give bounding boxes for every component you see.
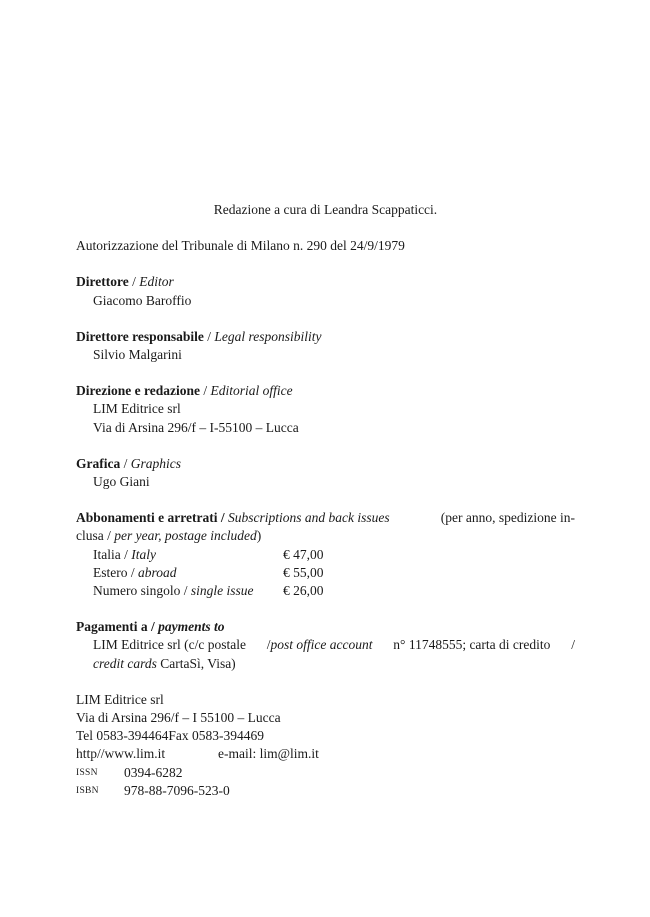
responsabile-label-en: Legal responsibility [214,328,322,344]
code-row [76,782,575,800]
price-row: Numero singolo / single issue € 26,00 [76,582,575,600]
price-value: € 47,00 [283,546,324,562]
direttore-label-en: Editor [139,274,174,290]
abbonamenti-note-b: clusa [76,528,104,544]
contact-web[interactable]: http//www.lim.it [76,746,166,762]
pagamenti-text: LIM Editrice srl (c/c postale /post office account n° 11748555; carta di credito / [93,637,575,653]
code-key: ISSN [76,767,98,778]
responsabile-value: Silvio Malgarini [93,347,182,363]
grafica-label-en: Graphics [130,455,181,471]
price-value: € 26,00 [283,583,324,599]
code-key: ISBN [76,785,99,796]
direttore-value: Giacomo Baroffio [93,292,192,308]
code-value: 0394-6282 [124,764,183,780]
contact-phone: Tel 0583-394464Fax 0583-394469 [76,728,265,744]
section-abbonamenti: Abbonamenti e arretrati / Subscriptions and back issues (per anno, spedizione in- clusa / per year, postage included) Italia / Italy € 47,00 Estero / abroad € 55,00 Numero singolo / single issue € 26,00 [76,509,575,600]
direttore-label: Direttore [76,274,129,290]
grafica-label: Grafica [76,455,121,471]
section-grafica: Grafica / Graphics Ugo Giani [76,455,575,491]
colophon [76,201,575,800]
grafica-value: Ugo Giani [93,474,150,490]
price-row: Italia / Italy € 47,00 [76,546,575,564]
abbonamenti-note-a: (per anno, spedizione in- [440,510,575,526]
code-value: 978-88-7096-523-0 [124,782,230,798]
abbonamenti-note-en: per year, postage included [114,528,257,544]
abbonamenti-label: Abbonamenti e arretrati [76,510,218,526]
price-row: Estero / abroad € 55,00 [76,564,575,582]
section-responsabile: Direttore responsabile / Legal responsibility Silvio Malgarini [76,328,575,364]
pagamenti-label: Pagamenti a [76,619,148,635]
redazione-line: Redazione a cura di Leandra Scappaticci. [213,202,438,217]
section-pagamenti: Pagamenti a / payments to LIM Editrice srl (c/c postale /post office account n° 11748555; carta di credito / credit cards CartaSì, Visa) [76,619,575,671]
direzione-line2: Via di Arsina 296/f – I-55100 – Lucca [93,419,299,435]
direzione-label-en: Editorial office [210,383,293,399]
abbonamenti-label-en: Subscriptions and back issues [228,510,390,526]
section-direttore: Direttore / Editor Giacomo Baroffio [76,273,575,309]
price-value: € 55,00 [283,564,324,580]
contact-block [76,691,575,800]
contact-email[interactable]: e-mail: lim@lim.it [218,746,319,762]
section-direzione: Direzione e redazione / Editorial office LIM Editrice srl Via di Arsina 296/f – I-55100 – Lucca [76,382,575,437]
direzione-line1: LIM Editrice srl [93,401,181,417]
contact-address: Via di Arsina 296/f – I 55100 – Lucca [76,710,281,726]
code-row [76,764,575,782]
direzione-label: Direzione e redazione [76,383,200,399]
pagamenti-label-en: payments to [158,619,225,635]
responsabile-label: Direttore responsabile [76,328,204,344]
autorizzazione-line: Autorizzazione del Tribunale di Milano n. 290 del 24/9/1979 [76,238,405,254]
contact-name: LIM Editrice srl [76,691,164,707]
